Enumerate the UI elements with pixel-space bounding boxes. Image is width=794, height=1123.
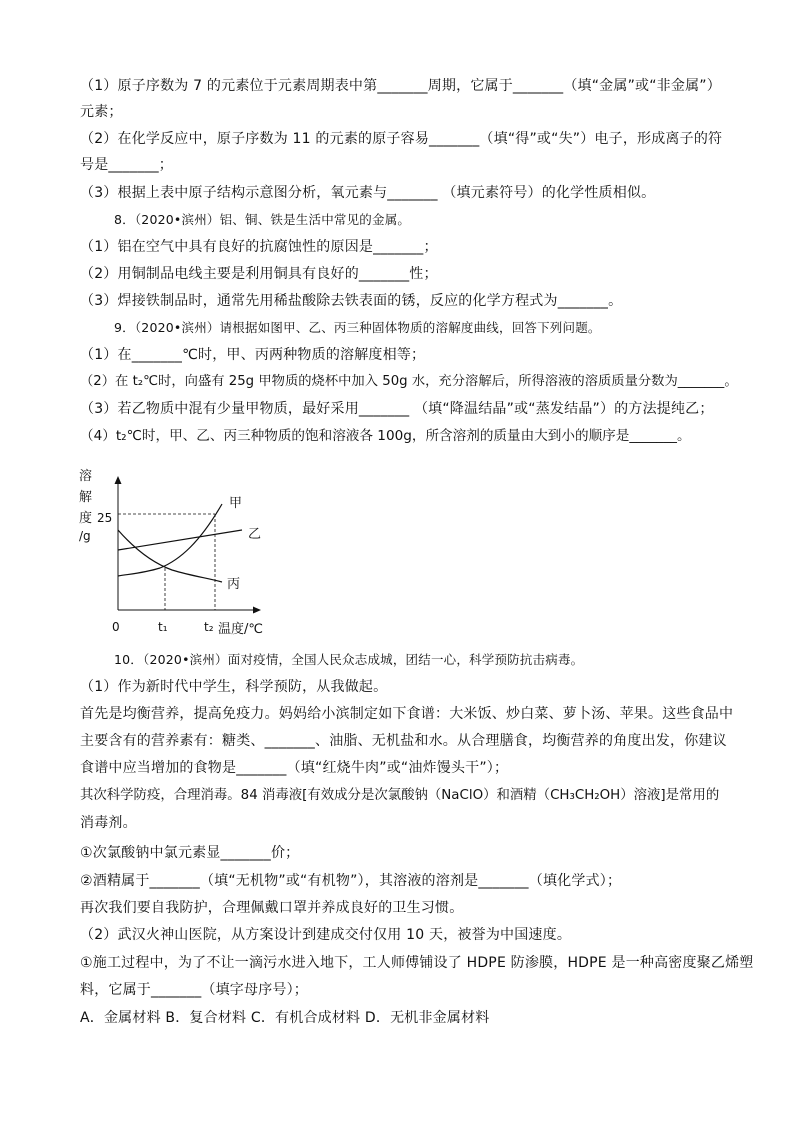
q8-part1: （1）铝在空气中具有良好的抗腐蚀性的原因是_______；	[80, 239, 438, 255]
q10-sub1: ①次氯酸钠中氯元素显_______价；	[80, 845, 300, 861]
q8-part3: （3）焊接铁制品时，通常先用稀盐酸除去铁表面的锈，反应的化学方程式为_______。	[80, 293, 623, 309]
q9-part2: （2）在 t₂℃时，向盛有 25g 甲物质的烧杯中加入 50g 水，充分溶解后，所得溶液的溶质质量分数为_______。	[80, 374, 738, 389]
q9-part1: （1）在_______℃时，甲、丙两种物质的溶解度相等；	[80, 347, 426, 363]
y-label-char-2: 解	[79, 490, 93, 505]
label-bing: 丙	[227, 577, 241, 592]
q7-part2-line1: （2）在化学反应中，原子序数为 11 的元素的原子容易_______（填“得”或“失”）电子，形成离子的符	[80, 131, 723, 147]
q10-part1: （1）作为新时代中学生，科学预防，从我做起。	[80, 679, 388, 695]
q10-part2-sub1-line1: ①施工过程中，为了不让一滴污水进入地下，工人师傅铺设了 HDPE 防渗膜，HDPE 是一种高密度聚乙烯塑	[80, 955, 754, 971]
y-axis-arrow-icon	[115, 476, 122, 484]
q10-para3: 再次我们要自我防护，合理佩戴口罩并养成良好的卫生习惯。	[80, 900, 464, 916]
x-axis-label: 温度/℃	[218, 622, 263, 637]
label-jia: 甲	[229, 496, 243, 511]
q8-stem: 8．（2020•滨州）铝、铜、铁是生活中常见的金属。	[114, 212, 411, 227]
q8-part2: （2）用铜制品电线主要是利用铜具有良好的_______性；	[80, 266, 438, 282]
q9-part3: （3）若乙物质中混有少量甲物质，最好采用_______ （填“降温结晶”或“蒸发结晶”）的方法提纯乙；	[80, 401, 714, 417]
y-label-char-1: 溶	[79, 469, 93, 484]
q7-part2-line2: 号是_______；	[80, 157, 173, 173]
q7-part3: （3）根据上表中原子结构示意图分析，氧元素与_______ （填元素符号）的化学性质相似。	[80, 185, 656, 201]
y-label-char-3: 度	[79, 511, 93, 526]
q9-part4: （4）t₂℃时，甲、乙、丙三种物质的饱和溶液各 100g，所含溶剂的质量由大到小的顺序是_______。	[80, 428, 691, 444]
y-tick-25: 25	[97, 511, 113, 525]
label-yi: 乙	[248, 527, 262, 542]
x-axis-arrow-icon	[253, 607, 261, 614]
q7-part1-line2: 元素；	[80, 104, 123, 120]
q10-part2-sub1-line2: 料，它属于_______（填字母序号）；	[80, 982, 308, 998]
x-tick-t2: t₂	[204, 620, 214, 634]
q10-para2-line1: 其次科学防疫，合理消毒。84 消毒液[有效成分是次氯酸钠（NaClO）和酒精（CH₃CH₂OH）溶液]是常用的	[80, 788, 720, 803]
q10-para1-line3: 食谱中应当增加的食物是_______（填“红烧牛肉”或“油炸馒头干”）；	[80, 760, 509, 776]
solubility-chart	[72, 462, 272, 642]
q9-stem: 9．（2020•滨州）请根据如图甲、乙、丙三种固体物质的溶解度曲线，回答下列问题。	[114, 320, 601, 335]
x-tick-t1: t₁	[158, 620, 168, 634]
y-unit: /g	[79, 529, 91, 543]
q10-options: A．金属材料 B．复合材料 C．有机合成材料 D．无机非金属材料	[80, 1010, 490, 1026]
curve-jia	[118, 504, 222, 576]
q10-stem: 10．（2020•滨州）面对疫情，全国人民众志成城，团结一心，科学预防抗击病毒。	[114, 652, 584, 667]
q10-sub2: ②酒精属于_______（填“无机物”或“有机物”），其溶液的溶剂是_______（填化学式）；	[80, 873, 622, 889]
q10-para1-line2: 主要含有的营养素有：糖类、_______、油脂、无机盐和水。从合理膳食，均衡营养的角度出发，你建议	[80, 733, 727, 749]
curve-yi	[118, 530, 242, 550]
q10-para2-line2: 消毒剂。	[80, 815, 137, 831]
origin-label: 0	[112, 620, 120, 634]
q10-part2: （2）武汉火神山医院，从方案设计到建成交付仅用 10 天，被誉为中国速度。	[80, 927, 572, 943]
q10-para1-line1: 首先是均衡营养，提高免疫力。妈妈给小滨制定如下食谱：大米饭、炒白菜、萝卜汤、苹果。这些食品中	[80, 706, 734, 722]
q7-part1-line1: （1）原子序数为 7 的元素位于元素周期表中第_______周期，它属于_______（填“金属”或“非金属”）	[80, 78, 721, 94]
